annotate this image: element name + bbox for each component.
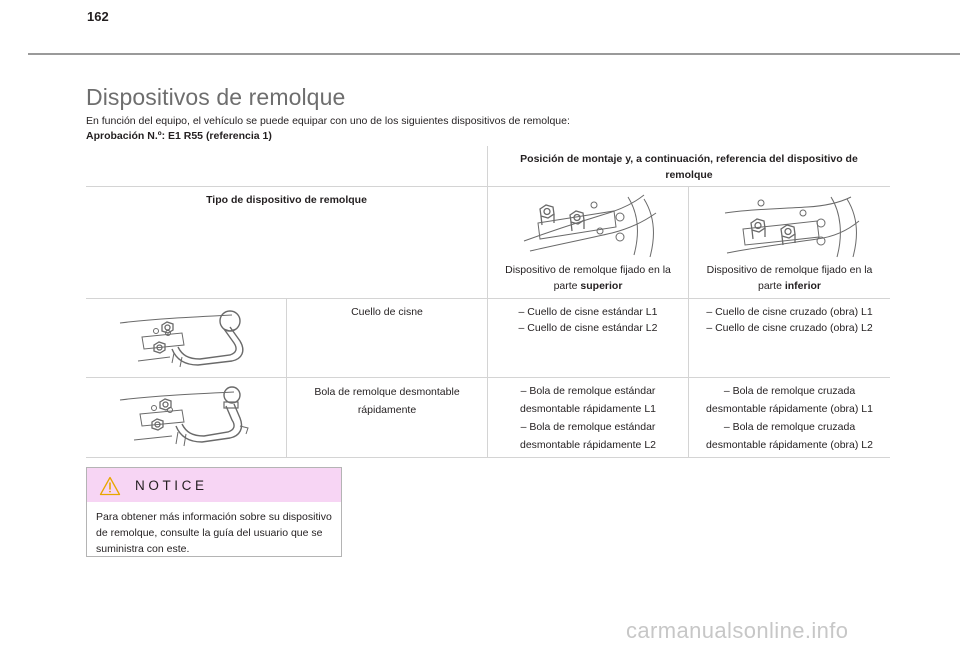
- lower-mount-illustration: [717, 193, 865, 259]
- list-item: – Bola de remolque estándar desmontable rápidamente L2: [519, 421, 656, 451]
- approval-number: Aprobación N.º: E1 R55 (referencia 1): [86, 130, 272, 142]
- lower-emphasis: inferior: [784, 280, 822, 292]
- towball-image-cell: [86, 378, 287, 458]
- towball-upper-variants: [488, 378, 689, 458]
- list-item: – Cuello de cisne cruzado (obra) L2: [706, 322, 873, 334]
- warning-triangle-icon: [99, 476, 121, 496]
- towing-devices-table: [86, 146, 890, 458]
- position-upper-cell: [488, 187, 689, 299]
- list-item: – Bola de remolque cruzada desmontable rápidamente (obra) L2: [706, 421, 873, 451]
- device-type-header: Tipo de dispositivo de remolque: [86, 187, 488, 299]
- list-item: – Bola de remolque estándar desmontable rápidamente L1: [519, 385, 656, 415]
- upper-mount-illustration: [516, 193, 664, 259]
- notice-label: NOTICE: [135, 478, 208, 493]
- header-rule: [28, 53, 960, 55]
- intro-text: En función del equipo, el vehículo se puede equipar con uno de los siguientes dispositivos de remolque:: [86, 115, 570, 127]
- gooseneck-lower-variants: [689, 299, 890, 378]
- notice-box: [86, 467, 342, 557]
- gooseneck-upper-variants: [488, 299, 689, 378]
- gooseneck-illustration: [112, 303, 262, 373]
- position-header: Posición de montaje y, a continuación, referencia del dispositivo de remolque: [488, 146, 890, 187]
- notice-header: [87, 468, 341, 502]
- table-corner-cell: [86, 146, 488, 187]
- list-item: – Cuello de cisne cruzado (obra) L1: [706, 306, 873, 318]
- notice-text: Para obtener más información sobre su dispositivo de remolque, consulte la guía del usuario que se suministra con este.: [96, 511, 332, 555]
- upper-position-caption: Dispositivo de remolque fijado en la parte superior: [505, 264, 671, 292]
- towball-type: Bola de remolque desmontable rápidamente: [287, 378, 488, 458]
- upper-emphasis: superior: [580, 280, 623, 292]
- gooseneck-type: Cuello de cisne: [287, 299, 488, 378]
- page-title: Dispositivos de remolque: [86, 84, 346, 110]
- list-item: – Bola de remolque cruzada desmontable rápidamente (obra) L1: [706, 385, 873, 415]
- list-item: – Cuello de cisne estándar L1: [518, 306, 658, 318]
- gooseneck-image-cell: [86, 299, 287, 378]
- page-number: 162: [87, 9, 109, 24]
- lower-position-caption: Dispositivo de remolque fijado en la parte inferior: [706, 264, 873, 292]
- position-lower-cell: [689, 187, 890, 299]
- watermark: carmanualsonline.info: [626, 618, 849, 643]
- towball-lower-variants: [689, 378, 890, 458]
- list-item: – Cuello de cisne estándar L2: [518, 322, 658, 334]
- towball-illustration: [112, 382, 262, 452]
